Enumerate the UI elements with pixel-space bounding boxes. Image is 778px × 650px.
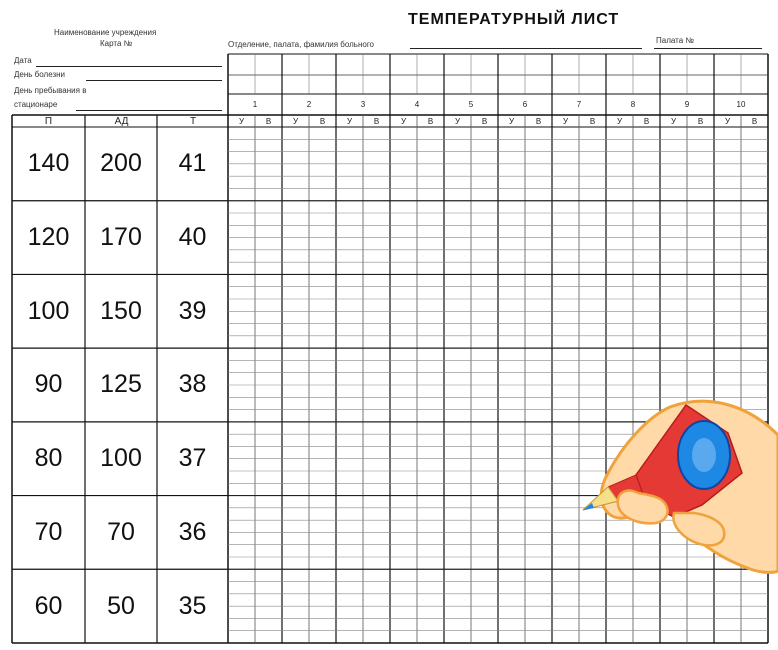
page-title: ТЕМПЕРАТУРНЫЙ ЛИСТ <box>408 11 620 28</box>
scale-value-t: 38 <box>178 370 207 399</box>
date-field-line <box>36 66 222 67</box>
scale-value-p: 70 <box>34 517 63 546</box>
scale-value-t: 35 <box>178 591 207 620</box>
time-label-morning: У <box>346 116 353 126</box>
stay-day-field-line <box>76 110 222 111</box>
time-label-morning: У <box>400 116 407 126</box>
time-label-evening: В <box>751 116 758 126</box>
day-number: 3 <box>360 100 366 109</box>
scale-value-ad: 150 <box>100 296 142 325</box>
scale-value-p: 140 <box>27 149 70 178</box>
scale-value-t: 36 <box>178 517 207 546</box>
scale-value-t: 40 <box>178 223 207 252</box>
patient-label: Отделение, палата, фамилия больного <box>228 40 375 49</box>
illness-day-field-line <box>86 80 222 81</box>
day-number: 1 <box>252 100 258 109</box>
day-number: 4 <box>414 100 420 109</box>
column-header-t: Т <box>189 115 197 127</box>
time-label-evening: В <box>319 116 326 126</box>
time-label-evening: В <box>643 116 650 126</box>
day-number: 10 <box>736 100 746 109</box>
time-label-evening: В <box>481 116 488 126</box>
date-label: Дата <box>14 56 32 65</box>
time-label-evening: В <box>535 116 542 126</box>
day-number: 2 <box>306 100 312 109</box>
illness-day-label: День болезни <box>14 70 66 79</box>
time-label-morning: У <box>454 116 461 126</box>
day-number: 5 <box>468 100 474 109</box>
time-label-morning: У <box>562 116 569 126</box>
time-label-morning: У <box>508 116 515 126</box>
ward-label: Палата № <box>656 36 694 45</box>
day-number: 7 <box>576 100 582 109</box>
time-label-evening: В <box>265 116 272 126</box>
scale-value-p: 90 <box>34 370 63 399</box>
time-label-morning: У <box>616 116 623 126</box>
time-label-evening: В <box>697 116 704 126</box>
hand-with-pencil-icon <box>578 395 778 585</box>
institution-label: Наименование учреждения <box>54 28 157 37</box>
time-label-evening: В <box>373 116 380 126</box>
scale-value-p: 80 <box>34 444 63 473</box>
time-label-morning: У <box>724 116 731 126</box>
ward-field-line <box>654 48 762 49</box>
scale-value-t: 39 <box>178 296 207 325</box>
column-header-ad: АД <box>114 115 129 127</box>
scale-value-ad: 100 <box>100 444 142 473</box>
scale-value-ad: 125 <box>100 370 142 399</box>
time-label-morning: У <box>292 116 299 126</box>
patient-field-line <box>410 48 642 49</box>
scale-value-p: 120 <box>27 223 70 252</box>
scale-value-ad: 50 <box>107 591 135 620</box>
time-label-evening: В <box>427 116 434 126</box>
scale-value-p: 60 <box>34 591 63 620</box>
day-number: 6 <box>522 100 528 109</box>
scale-value-t: 41 <box>178 149 207 178</box>
scale-value-t: 37 <box>178 444 207 473</box>
scale-value-ad: 200 <box>100 149 142 178</box>
time-label-evening: В <box>589 116 596 126</box>
stay-day-label-1: День пребывания в <box>14 86 87 95</box>
day-number: 9 <box>684 100 690 109</box>
column-header-p: П <box>44 115 53 127</box>
time-label-morning: У <box>238 116 245 126</box>
time-label-morning: У <box>670 116 677 126</box>
scale-value-ad: 170 <box>100 223 142 252</box>
day-number: 8 <box>630 100 636 109</box>
scale-value-ad: 70 <box>107 517 135 546</box>
stay-day-label-2: стационаре <box>14 100 58 109</box>
card-label: Карта № <box>100 39 133 48</box>
scale-value-p: 100 <box>27 296 70 325</box>
